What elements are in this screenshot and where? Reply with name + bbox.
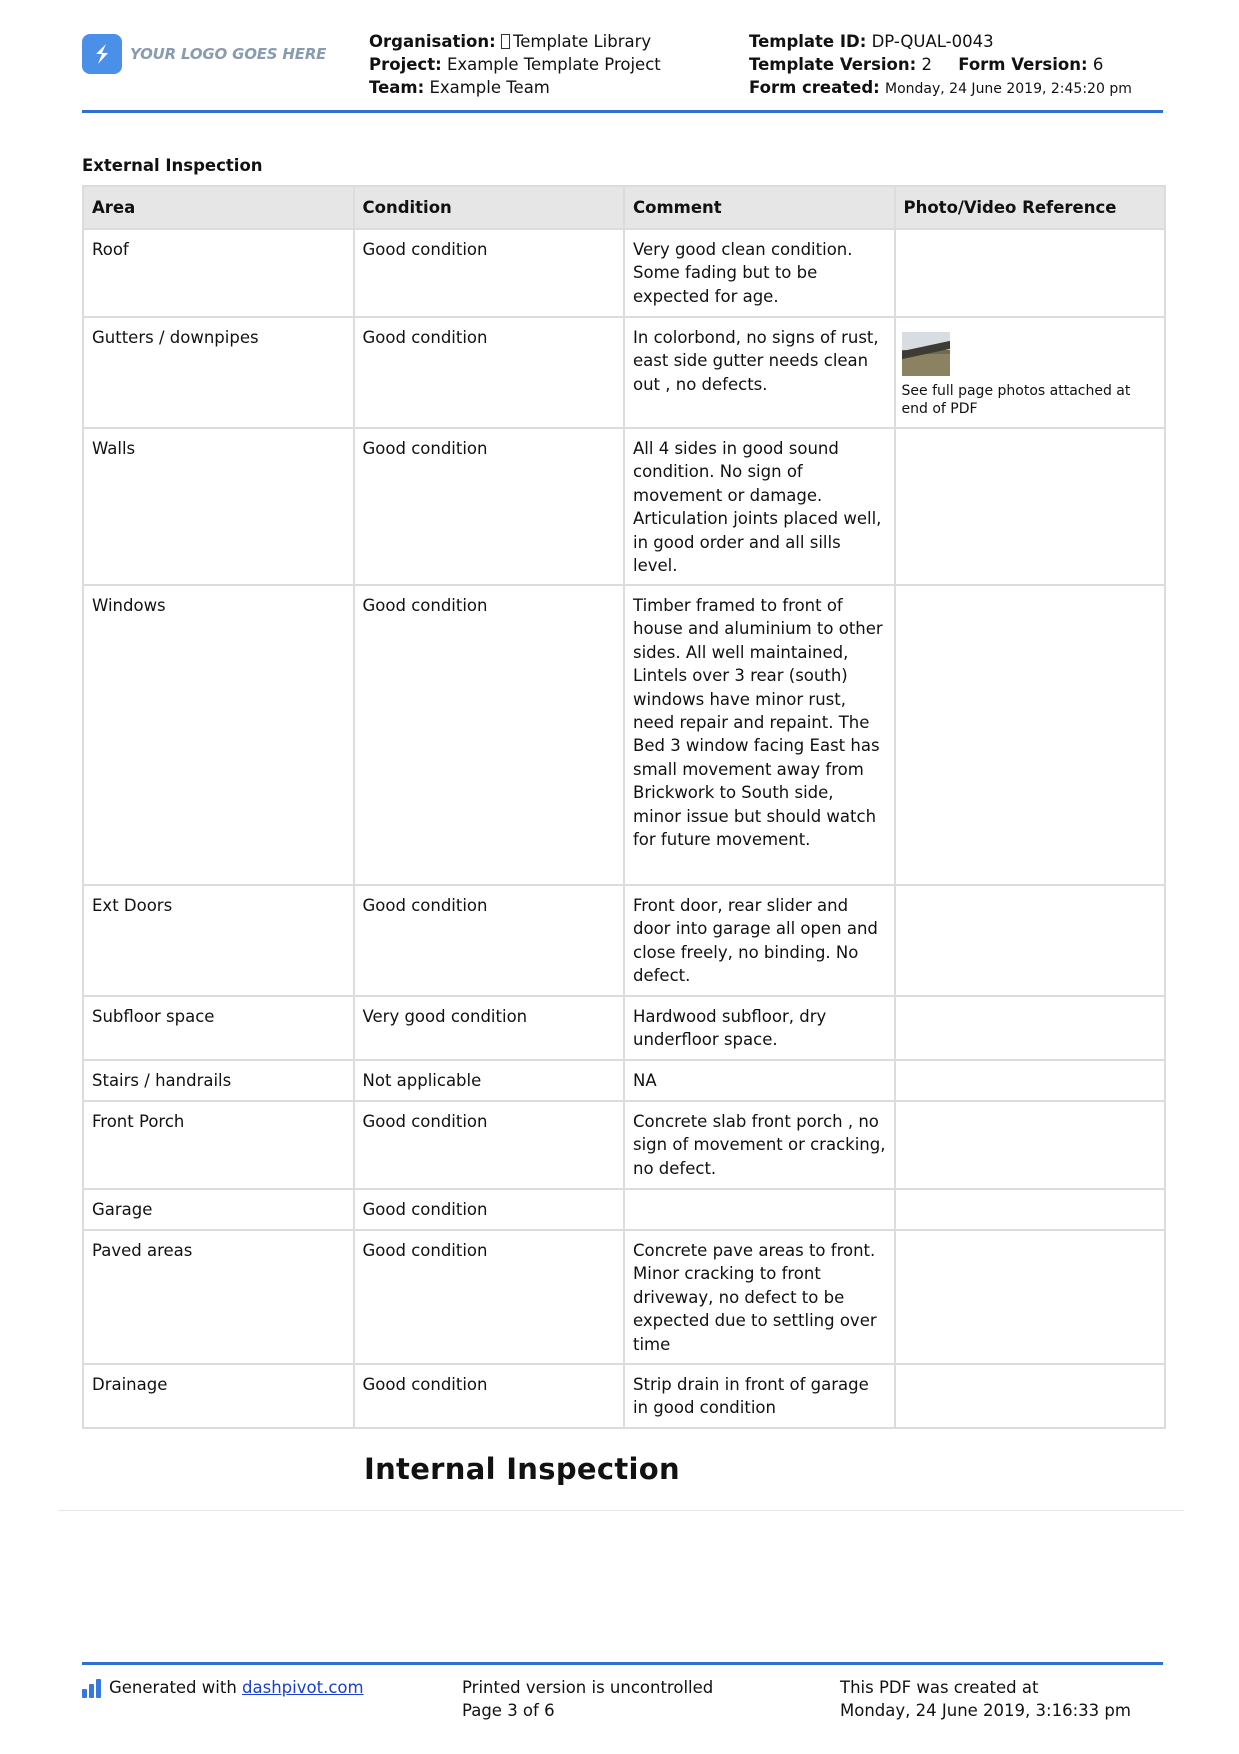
condition-cell: Good condition xyxy=(354,1189,625,1230)
template-id-label: Template ID: xyxy=(749,32,867,51)
table-row xyxy=(83,585,1165,885)
condition-cell: Good condition xyxy=(354,317,625,428)
form-created-value: Monday, 24 June 2019, 2:45:20 pm xyxy=(885,81,1132,97)
comment-cell xyxy=(624,1189,895,1230)
area-cell: Ext Doors xyxy=(83,885,354,996)
project-line xyxy=(369,53,661,76)
photo-cell xyxy=(895,996,1166,1060)
area-cell: Gutters / downpipes xyxy=(83,317,354,428)
column-header-photo: Photo/Video Reference xyxy=(895,186,1166,229)
condition-cell: Good condition xyxy=(354,1230,625,1364)
project-label: Project: xyxy=(369,55,442,74)
logo xyxy=(82,34,326,74)
area-cell: Garage xyxy=(83,1189,354,1230)
page-header xyxy=(82,30,1163,112)
column-header-comment: Comment xyxy=(624,186,895,229)
form-created-label: Form created: xyxy=(749,78,880,97)
team-value: Example Team xyxy=(429,78,550,97)
table-row xyxy=(83,1101,1165,1189)
team-label: Team: xyxy=(369,78,425,97)
photo-cell xyxy=(895,1060,1166,1101)
table-header-row xyxy=(83,186,1165,229)
table-row xyxy=(83,1364,1165,1428)
condition-cell: Good condition xyxy=(354,585,625,885)
table-row xyxy=(83,1189,1165,1230)
comment-cell: Timber framed to front of house and aluminium to other sides. All well maintained, Lintels over 3 rear (south) windows have minor rust, need repair and repaint. The Bed 3 window facing East has small movement away from Brickwork to South side, minor issue but should watch for future movement. xyxy=(624,585,895,885)
photo-thumbnail[interactable] xyxy=(902,332,950,376)
organisation-label: Organisation: xyxy=(369,32,496,51)
comment-cell: Strip drain in front of garage in good condition xyxy=(624,1364,895,1428)
photo-cell xyxy=(895,229,1166,317)
area-cell: Walls xyxy=(83,428,354,585)
condition-cell: Good condition xyxy=(354,1364,625,1428)
comment-cell: All 4 sides in good sound condition. No sign of movement or damage. Articulation joints placed well, in good order and all sills level. xyxy=(624,428,895,585)
table-row xyxy=(83,1230,1165,1364)
table-row xyxy=(83,996,1165,1060)
template-id-value: DP-QUAL-0043 xyxy=(871,32,994,51)
condition-cell: Not applicable xyxy=(354,1060,625,1101)
inspection-table xyxy=(82,185,1166,1429)
team-line xyxy=(369,76,661,99)
area-cell: Windows xyxy=(83,585,354,885)
comment-cell: Concrete pave areas to front. Minor cracking to front driveway, no defect to be expected due to settling over time xyxy=(624,1230,895,1364)
generated-prefix: Generated with xyxy=(109,1678,237,1697)
photo-cell xyxy=(895,1101,1166,1189)
photo-caption: See full page photos attached at end of PDF xyxy=(901,383,1131,417)
condition-cell: Good condition xyxy=(354,428,625,585)
template-version-label: Template Version: xyxy=(749,55,917,74)
logo-mark-icon xyxy=(82,34,122,74)
form-version-value: 6 xyxy=(1092,55,1104,74)
header-divider xyxy=(82,110,1163,113)
area-cell: Subfloor space xyxy=(83,996,354,1060)
dashpivot-link[interactable]: dashpivot.com xyxy=(242,1678,364,1697)
uncontrolled-notice: Printed version is uncontrolled xyxy=(462,1678,714,1697)
organisation-value: Template Library xyxy=(512,32,652,51)
header-project-info xyxy=(369,30,661,99)
page-number: Page 3 of 6 xyxy=(462,1701,555,1721)
photo-cell xyxy=(895,1189,1166,1230)
form-created-line xyxy=(749,76,1132,101)
photo-cell xyxy=(895,885,1166,996)
area-cell: Paved areas xyxy=(83,1230,354,1364)
table-row xyxy=(83,229,1165,317)
column-header-condition: Condition xyxy=(354,186,625,229)
print-info xyxy=(462,1676,713,1723)
condition-cell: Very good condition xyxy=(354,996,625,1060)
pdf-created-info xyxy=(840,1676,1131,1723)
condition-cell: Good condition xyxy=(354,229,625,317)
project-value: Example Template Project xyxy=(446,55,661,74)
condition-cell: Good condition xyxy=(354,885,625,996)
area-cell: Stairs / handrails xyxy=(83,1060,354,1101)
header-template-info xyxy=(749,30,1132,101)
comment-cell: Very good clean condition. Some fading but to be expected for age. xyxy=(624,229,895,317)
photo-cell xyxy=(895,1230,1166,1364)
template-id-line xyxy=(749,30,1132,53)
template-version-value: 2 xyxy=(921,55,932,74)
dashpivot-bars-icon xyxy=(82,1678,101,1698)
table-row xyxy=(83,317,1165,428)
photo-cell xyxy=(895,317,1166,428)
section-title: External Inspection xyxy=(82,156,263,175)
photo-cell xyxy=(895,585,1166,885)
form-version-label: Form Version: xyxy=(958,55,1088,74)
column-header-area: Area xyxy=(83,186,354,229)
condition-cell: Good condition xyxy=(354,1101,625,1189)
table-row xyxy=(83,885,1165,996)
photo-cell xyxy=(895,1364,1166,1428)
photo-cell xyxy=(895,428,1166,585)
comment-cell: Concrete slab front porch , no sign of movement or cracking, no defect. xyxy=(624,1101,895,1189)
comment-cell: NA xyxy=(624,1060,895,1101)
pdf-created-value: Monday, 24 June 2019, 3:16:33 pm xyxy=(840,1701,1131,1721)
generated-with xyxy=(82,1676,364,1699)
comment-cell: Hardwood subfloor, dry underfloor space. xyxy=(624,996,895,1060)
logo-text: YOUR LOGO GOES HERE xyxy=(130,45,327,63)
area-cell: Drainage xyxy=(83,1364,354,1428)
internal-divider xyxy=(58,1510,1184,1511)
version-line xyxy=(749,53,1132,76)
organisation-line xyxy=(369,30,661,53)
internal-inspection-title: Internal Inspection xyxy=(364,1452,680,1486)
comment-cell: In colorbond, no signs of rust, east side gutter needs clean out , no defects. xyxy=(624,317,895,428)
table-row xyxy=(83,428,1165,585)
table-row xyxy=(83,1060,1165,1101)
area-cell: Roof xyxy=(83,229,354,317)
comment-cell: Front door, rear slider and door into garage all open and close freely, no binding. No defect. xyxy=(624,885,895,996)
missing-glyph-icon xyxy=(501,34,510,49)
pdf-created-label: This PDF was created at xyxy=(840,1678,1039,1697)
footer-divider xyxy=(82,1662,1163,1665)
area-cell: Front Porch xyxy=(83,1101,354,1189)
